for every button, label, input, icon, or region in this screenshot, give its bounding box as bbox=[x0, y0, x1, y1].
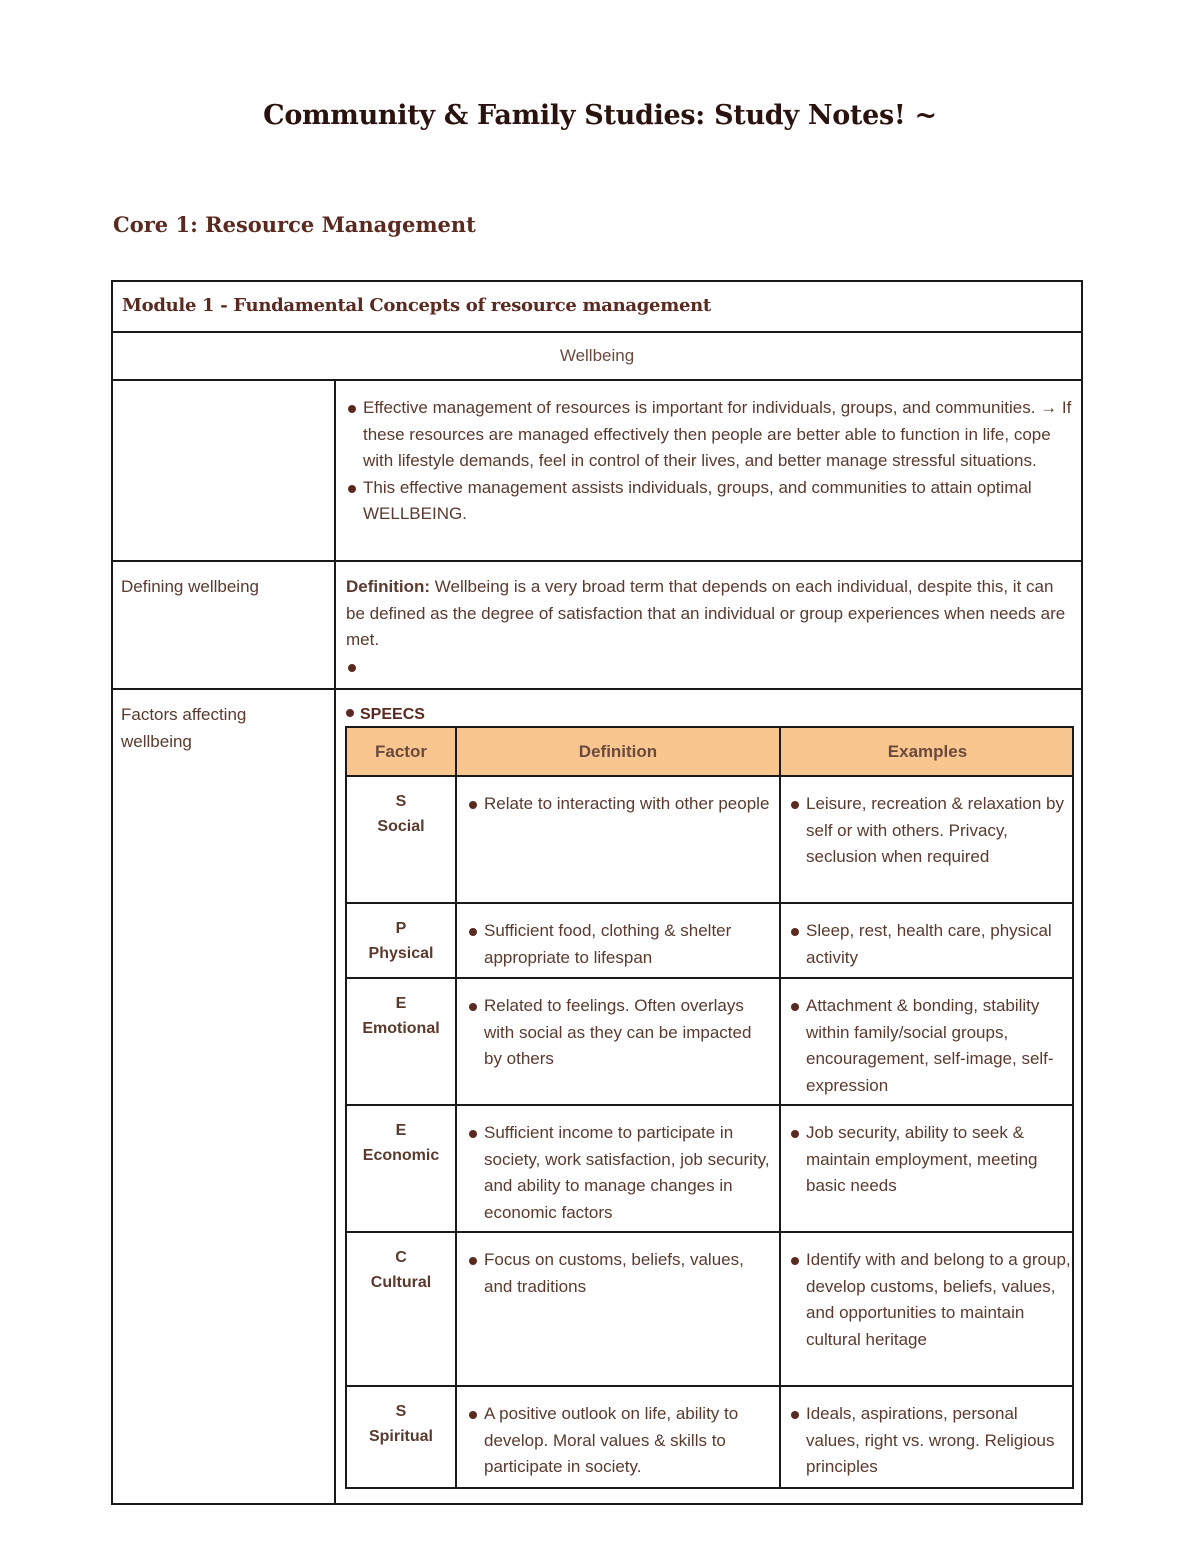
factor-name: Spiritual bbox=[368, 1427, 433, 1445]
table-row bbox=[347, 1246, 455, 1295]
row-divider bbox=[347, 1231, 1072, 1233]
factor-letter: S bbox=[395, 793, 407, 810]
table-row bbox=[347, 1119, 455, 1168]
factor-examples: Leisure, recreation & relaxation by self or with others. Privacy, seclusion when required bbox=[789, 791, 1071, 871]
factor-name: Physical bbox=[368, 944, 434, 962]
factor-examples: Attachment & bonding, stability within family/social groups, encouragement, self-image, self-expression bbox=[789, 993, 1071, 1099]
factor-definition: Relate to interacting with other people bbox=[467, 791, 772, 818]
factor-examples: Ideals, aspirations, personal values, right vs. wrong. Religious principles bbox=[789, 1401, 1071, 1481]
speecs-table bbox=[345, 726, 1074, 1489]
factors-label: Factors affecting wellbeing bbox=[121, 705, 247, 751]
row-divider bbox=[347, 902, 1072, 904]
factor-definition: Focus on customs, beliefs, values, and traditions bbox=[467, 1247, 772, 1300]
factor-letter: E bbox=[395, 995, 407, 1012]
factor-name: Social bbox=[377, 817, 425, 835]
empty-bullet bbox=[346, 654, 1074, 681]
row-divider bbox=[347, 1104, 1072, 1106]
factor-name: Cultural bbox=[370, 1273, 432, 1291]
factor-letter: P bbox=[395, 920, 407, 937]
defining-content bbox=[346, 574, 1074, 680]
module-title: Module 1 - Fundamental Concepts of resource management bbox=[122, 295, 711, 316]
factor-letter: C bbox=[395, 1249, 407, 1266]
factor-examples: Job security, ability to seek & maintain employment, meeting basic needs bbox=[789, 1120, 1071, 1200]
row-divider bbox=[347, 977, 1072, 979]
wellbeing-header: Wellbeing bbox=[559, 346, 635, 365]
intro-bullets bbox=[346, 395, 1074, 528]
intro-bullet: This effective management assists individuals, groups, and communities to attain optimal WELLBEING. bbox=[346, 475, 1074, 528]
table-row bbox=[347, 790, 455, 839]
column-divider bbox=[779, 728, 781, 1487]
speecs-label: SPEECS bbox=[346, 706, 425, 724]
factor-letter: E bbox=[395, 1122, 407, 1139]
factor-definition: Sufficient food, clothing & shelter appropriate to lifespan bbox=[467, 918, 772, 971]
page-title: Community & Family Studies: Study Notes! ~ bbox=[263, 100, 937, 131]
header-definition: Definition bbox=[578, 742, 658, 761]
intro-bullet: Effective management of resources is important for individuals, groups, and communities. → If these resources are managed effectively then people are better able to function in life, cope with lifestyle demands, feel in control of their lives, and better manage stressful situations. bbox=[346, 395, 1074, 475]
factor-examples: Sleep, rest, health care, physical activity bbox=[789, 918, 1071, 971]
definition-text: Wellbeing is a very broad term that depends on each individual, despite this, it can be defined as the degree of satisfaction that an individual or group experiences when needs are met. bbox=[346, 577, 1066, 649]
definition-paragraph bbox=[346, 574, 1074, 654]
factor-definition: Related to feelings. Often overlays with social as they can be impacted by others bbox=[467, 993, 772, 1073]
row-divider bbox=[347, 775, 1072, 777]
table-row bbox=[347, 1400, 455, 1449]
module-table bbox=[111, 280, 1083, 1505]
header-examples: Examples bbox=[887, 742, 968, 761]
factor-letter: S bbox=[395, 1403, 407, 1420]
divider bbox=[113, 331, 1081, 333]
core-heading: Core 1: Resource Management bbox=[113, 212, 476, 237]
factor-name: Emotional bbox=[362, 1019, 440, 1037]
divider bbox=[113, 560, 1081, 562]
header-factor: Factor bbox=[375, 742, 427, 761]
definition-label: Definition: bbox=[346, 577, 431, 596]
factor-definition: Sufficient income to participate in society, work satisfaction, job security, and ability to manage changes in economic factors bbox=[467, 1120, 772, 1226]
defining-label: Defining wellbeing bbox=[121, 577, 259, 596]
factor-definition: A positive outlook on life, ability to develop. Moral values & skills to participate in society. bbox=[467, 1401, 772, 1481]
factor-name: Economic bbox=[362, 1146, 440, 1164]
column-divider bbox=[334, 380, 336, 1503]
table-row bbox=[347, 917, 455, 966]
table-row bbox=[347, 992, 455, 1041]
factor-examples: Identify with and belong to a group, develop customs, beliefs, values, and opportunities to maintain cultural heritage bbox=[789, 1247, 1071, 1353]
column-divider bbox=[455, 728, 457, 1487]
divider bbox=[113, 688, 1081, 690]
row-divider bbox=[347, 1385, 1072, 1387]
divider bbox=[113, 379, 1081, 381]
